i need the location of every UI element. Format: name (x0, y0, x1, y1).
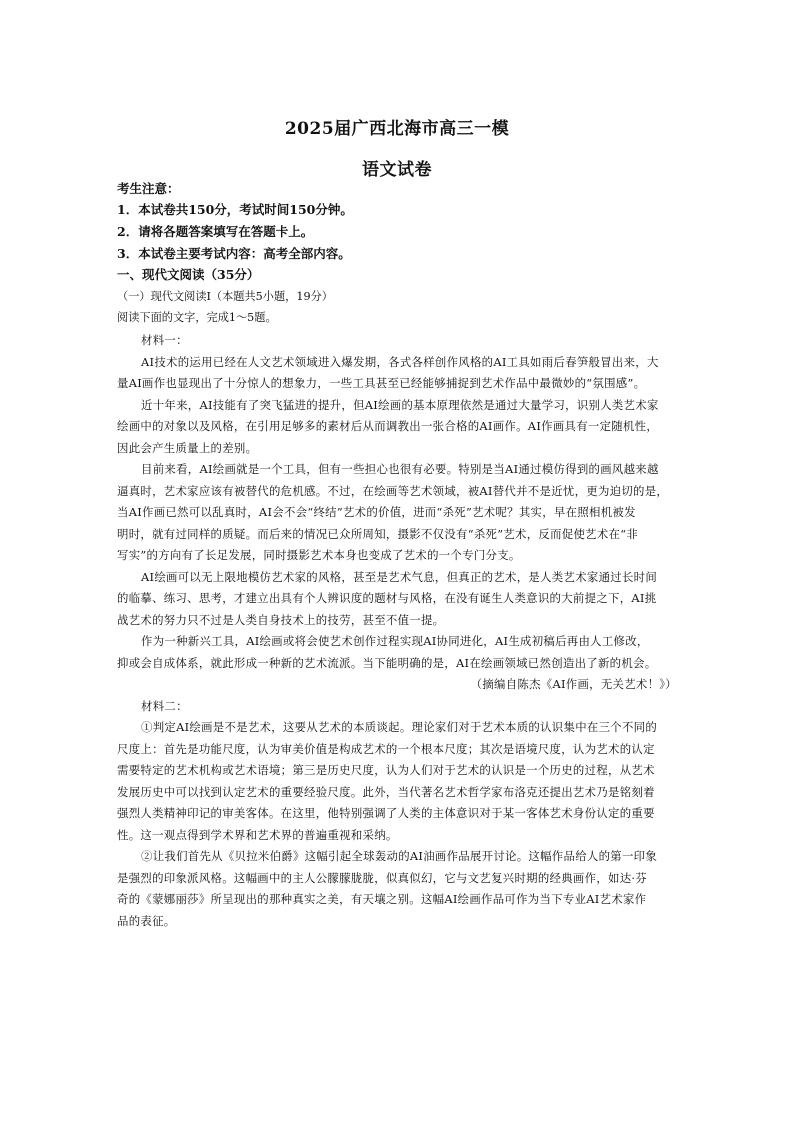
sub-section-heading: （一）现代文阅读Ⅰ（本题共5小题，19分） (117, 290, 333, 303)
material-two-line: 发展历史中可以找到认定艺术的重要经验尺度。此外，当代著名艺术哲学家布洛克还提出艺术乃是铭刻着 (117, 785, 655, 799)
material-two-line: 需要特定的艺术机构或艺术语境；第三是历史尺度，认为人们对于艺术的认识是一个历史的过程，从艺术 (117, 763, 655, 777)
material-two-label: 材料二： (141, 699, 188, 713)
notice-item: 3．本试卷主要考试内容：高考全部内容。 (117, 246, 351, 261)
material-one-line: 战艺术的努力只不过是人类自身技术上的技劳，甚至不值一提。 (117, 613, 445, 627)
material-two-line: 品的表征。 (117, 914, 176, 928)
material-one-line: 目前来看，AI绘画就是一个工具，但有一些担心也很有必要。特别是当AI通过模仿得到的画风越来越 (141, 462, 659, 476)
material-one-line: 作为一种新兴工具，AI绘画或将会使艺术创作过程实现AI协同进化，AI生成初稿后再由人工修改， (141, 634, 649, 648)
exam-title: 2025届广西北海市高三一模 (284, 119, 510, 139)
material-one-line: 当AI作画已然可以乱真时，AI会不会“终结”艺术的价值，进而“杀死”艺术呢？其实，早在照相机被发 (117, 505, 636, 519)
material-one-line: 明时，就有过同样的质疑。而后来的情况已众所周知，摄影不仅没有“杀死”艺术，反而促使艺术在“非 (117, 527, 639, 541)
material-one-line: 抑或会自成体系，就此形成一种新的艺术流派。当下能明确的是，AI在绘画领域已然创造出了新的机会。 (117, 656, 657, 670)
material-one-label: 材料一： (141, 333, 188, 347)
material-two-line: 尺度上：首先是功能尺度，认为审美价值是构成艺术的一个根本尺度；其次是语境尺度，认为艺术的认定 (117, 742, 655, 756)
material-two-line: ①判定AI绘画是不是艺术，这要从艺术的本质谈起。理论家们对于艺术本质的认识集中在三个不同的 (141, 720, 658, 734)
material-one-line: 绘画中的对象以及风格，在引用足够多的素材后从而调教出一张合格的AI画作。AI作画具有一定随机性， (117, 419, 659, 433)
material-one-line: 因此会产生质量上的差别。 (117, 441, 258, 455)
reading-instruction: 阅读下面的文字，完成1～5题。 (117, 311, 277, 324)
section-heading: 一、现代文阅读（35分） (117, 267, 260, 282)
material-two-line: 性。这一观点得到学术界和艺术界的普遍重视和采纳。 (117, 828, 398, 842)
material-two-line: ②让我们首先从《贝拉米伯爵》这幅引起全球轰动的AI油画作品展开讨论。这幅作品给人的第一印象 (141, 849, 658, 863)
notice-item: 1．本试卷共150分，考试时间150分钟。 (117, 202, 353, 217)
exam-subtitle: 语文试卷 (362, 160, 432, 180)
material-one-line: AI绘画可以无上限地模仿艺术家的风格，甚至是艺术气息，但真正的艺术，是人类艺术家通过长时间 (141, 570, 658, 584)
material-one-line: 量AI画作也显现出了十分惊人的想象力，一些工具甚至已经能够捕捉到艺术作品中最微妙的“氛围感”。 (117, 376, 646, 390)
notice-item: 2．请将各题答案填写在答题卡上。 (117, 224, 314, 239)
material-one-line: 逼真时，艺术家应该有被替代的危机感。不过，在绘画等艺术领域，被AI替代并不是近忧，更为迫切的是， (117, 484, 669, 498)
material-one-line: 写实”的方向有了长足发展，同时摄影艺术本身也变成了艺术的一个专门分支。 (117, 548, 521, 562)
material-one-line: 近十年来，AI技能有了突飞猛进的提升，但AI绘画的基本原理依然是通过大量学习，识别人类艺术家 (141, 398, 659, 412)
material-two-line: 强烈人类精神印记的审美客体。在这里，他特别强调了人类的主体意识对于某一客体艺术身份认定的重要 (117, 806, 655, 820)
material-one-line: AI技术的运用已经在人文艺术领域进入爆发期，各式各样创作风格的AI工具如雨后春笋般冒出来，大 (141, 355, 659, 369)
material-one-line: 的临摹、练习、思考，才建立出具有个人辨识度的题材与风格，在没有诞生人类意识的大前提之下，AI挑 (117, 591, 657, 605)
material-two-line: 奇的《蒙娜丽莎》所呈现出的那种真实之美，有天壤之别。这幅AI绘画作品可作为当下专业AI艺术家作 (117, 892, 647, 906)
material-one-source: （摘编自陈杰《AI作画，无关艺术！》） (470, 677, 677, 691)
notice-heading: 考生注意： (117, 181, 180, 196)
material-two-line: 是强烈的印象派风格。这幅画中的主人公朦朦胧胧，似真似幻，它与文艺复兴时期的经典画作，如达·芬 (117, 871, 648, 885)
